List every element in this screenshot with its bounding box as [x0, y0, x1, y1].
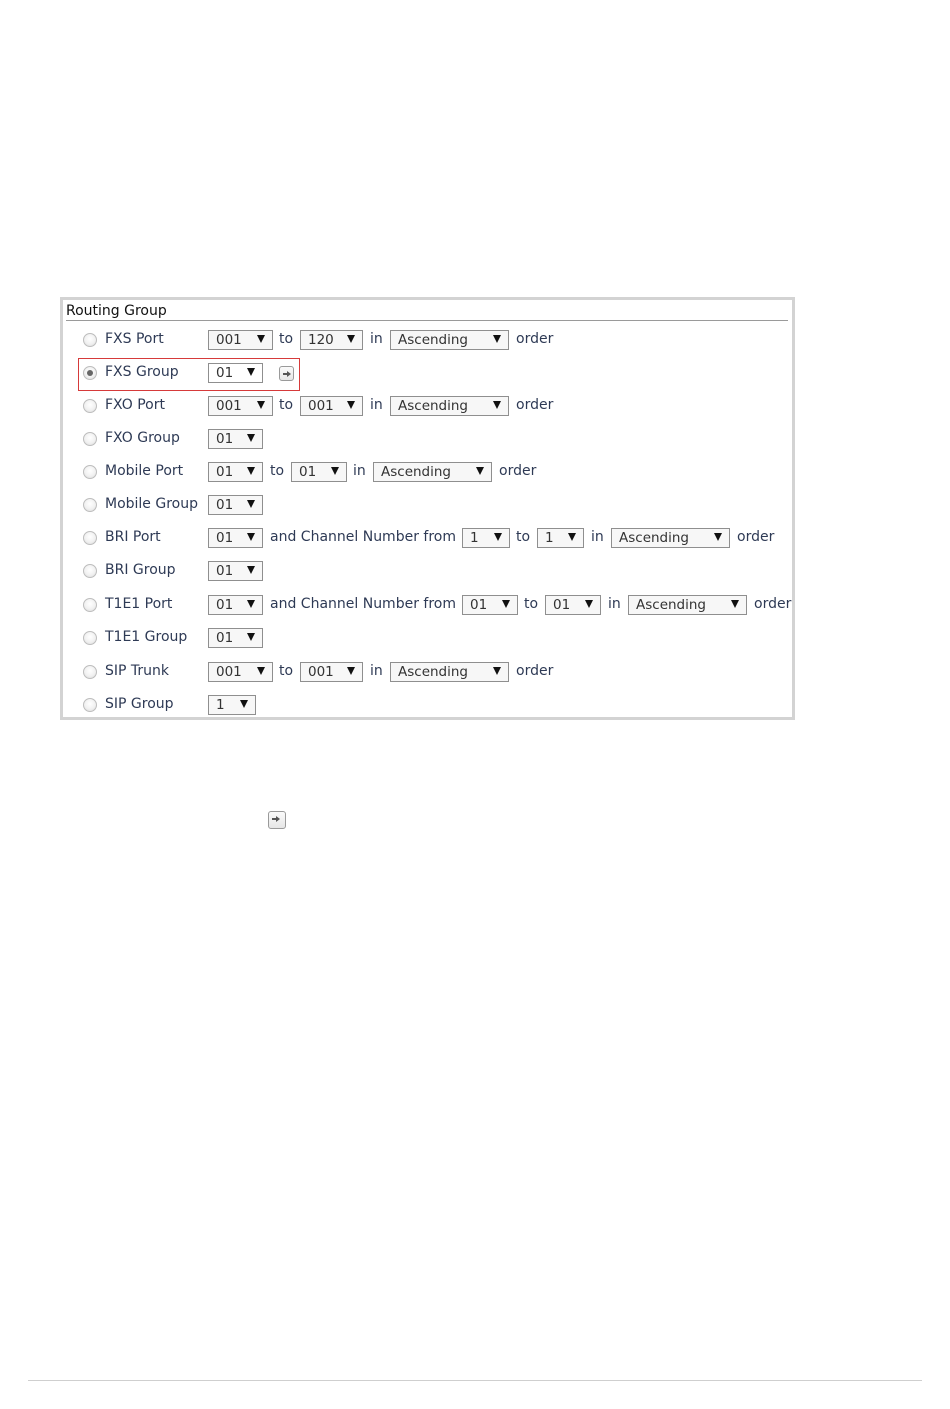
text-in: in: [591, 529, 604, 545]
select-mobile-port-to[interactable]: [291, 462, 347, 482]
radio-sip-group[interactable]: [83, 698, 97, 712]
text-to: to: [270, 463, 285, 479]
text-to: to: [524, 596, 539, 612]
label-bri-group: BRI Group: [105, 562, 176, 578]
dropdown-arrow-icon: [331, 467, 339, 475]
select-value: 01: [216, 530, 234, 546]
dropdown-arrow-icon: [347, 667, 355, 675]
select-mobile-group[interactable]: [208, 495, 263, 515]
select-value: 01: [299, 464, 317, 480]
label-mobile-port: Mobile Port: [105, 463, 184, 479]
row-sip-trunk: [63, 660, 792, 686]
panel-divider: [66, 320, 788, 321]
select-value: Ascending: [381, 464, 451, 480]
text-in: in: [370, 397, 383, 413]
text-to: to: [516, 529, 531, 545]
label-fxs-port: FXS Port: [105, 331, 164, 347]
radio-mobile-group[interactable]: [83, 498, 97, 512]
label-mobile-group: Mobile Group: [105, 496, 198, 512]
select-fxs-port-order[interactable]: [390, 330, 509, 350]
select-sip-trunk-from[interactable]: [208, 662, 273, 682]
label-sip-group: SIP Group: [105, 696, 174, 712]
row-bri-group: [63, 559, 792, 585]
text-channel-number-from: and Channel Number from: [270, 529, 456, 545]
select-fxs-port-to[interactable]: [300, 330, 363, 350]
row-mobile-port: [63, 460, 792, 486]
text-order: order: [516, 663, 554, 679]
select-mobile-port-from[interactable]: [208, 462, 263, 482]
dropdown-arrow-icon: [585, 600, 593, 608]
row-fxo-port: [63, 394, 792, 420]
select-t1e1-port-order[interactable]: [628, 595, 747, 615]
select-sip-trunk-to[interactable]: [300, 662, 363, 682]
select-bri-port[interactable]: [208, 528, 263, 548]
dropdown-arrow-icon: [731, 600, 739, 608]
select-value: 01: [216, 630, 234, 646]
panel-title: Routing Group: [66, 303, 167, 319]
dropdown-arrow-icon: [257, 335, 265, 343]
arrow-right-icon[interactable]: [279, 366, 294, 381]
select-sip-group[interactable]: [208, 695, 256, 715]
label-bri-port: BRI Port: [105, 529, 161, 545]
select-value: 001: [308, 398, 334, 414]
row-fxo-group: [63, 427, 792, 453]
select-value: Ascending: [636, 597, 706, 613]
select-value: Ascending: [619, 530, 689, 546]
select-value: Ascending: [398, 398, 468, 414]
select-value: 001: [216, 664, 242, 680]
dropdown-arrow-icon: [247, 600, 255, 608]
select-fxo-group[interactable]: [208, 429, 263, 449]
select-value: 01: [216, 563, 234, 579]
text-in: in: [370, 331, 383, 347]
select-value: 001: [308, 664, 334, 680]
row-fxs-group: [63, 361, 792, 387]
select-fxo-port-order[interactable]: [390, 396, 509, 416]
row-bri-port: [63, 526, 792, 552]
arrow-right-icon: [268, 811, 286, 829]
label-fxo-port: FXO Port: [105, 397, 165, 413]
radio-fxs-port[interactable]: [83, 333, 97, 347]
routing-group-panel: [60, 297, 795, 720]
footer-divider: [28, 1380, 922, 1381]
dropdown-arrow-icon: [494, 533, 502, 541]
text-to: to: [279, 397, 294, 413]
dropdown-arrow-icon: [247, 434, 255, 442]
select-value: Ascending: [398, 332, 468, 348]
select-value: 01: [216, 497, 234, 513]
row-t1e1-group: [63, 626, 792, 652]
dropdown-arrow-icon: [502, 600, 510, 608]
label-fxs-group: FXS Group: [105, 364, 179, 380]
select-value: 01: [553, 597, 571, 613]
radio-bri-group[interactable]: [83, 564, 97, 578]
select-value: 01: [216, 464, 234, 480]
label-fxo-group: FXO Group: [105, 430, 180, 446]
select-t1e1-channel-to[interactable]: [545, 595, 601, 615]
text-in: in: [353, 463, 366, 479]
select-bri-channel-to[interactable]: [537, 528, 584, 548]
select-fxs-port-from[interactable]: [208, 330, 273, 350]
row-sip-group: [63, 693, 792, 719]
text-order: order: [516, 397, 554, 413]
select-value: 1: [545, 530, 554, 546]
select-fxo-port-to[interactable]: [300, 396, 363, 416]
dropdown-arrow-icon: [247, 533, 255, 541]
dropdown-arrow-icon: [493, 335, 501, 343]
select-value: 120: [308, 332, 334, 348]
select-sip-trunk-order[interactable]: [390, 662, 509, 682]
dropdown-arrow-icon: [257, 401, 265, 409]
dropdown-arrow-icon: [257, 667, 265, 675]
text-to: to: [279, 331, 294, 347]
radio-bri-port[interactable]: [83, 531, 97, 545]
radio-t1e1-group[interactable]: [83, 631, 97, 645]
row-fxs-port: [63, 328, 792, 354]
text-in: in: [370, 663, 383, 679]
text-order: order: [737, 529, 775, 545]
dropdown-arrow-icon: [247, 633, 255, 641]
select-fxo-port-from[interactable]: [208, 396, 273, 416]
text-to: to: [279, 663, 294, 679]
select-t1e1-channel-from[interactable]: [462, 595, 518, 615]
select-fxs-group[interactable]: [208, 363, 263, 383]
dropdown-arrow-icon: [247, 500, 255, 508]
select-value: 1: [470, 530, 479, 546]
select-value: 1: [216, 697, 225, 713]
select-value: 01: [216, 597, 234, 613]
dropdown-arrow-icon: [240, 700, 248, 708]
radio-fxo-group[interactable]: [83, 432, 97, 446]
select-value: 01: [216, 365, 234, 381]
radio-t1e1-port[interactable]: [83, 598, 97, 612]
dropdown-arrow-icon: [493, 667, 501, 675]
label-t1e1-port: T1E1 Port: [105, 596, 173, 612]
dropdown-arrow-icon: [714, 533, 722, 541]
select-value: 001: [216, 332, 242, 348]
text-order: order: [516, 331, 554, 347]
select-bri-group[interactable]: [208, 561, 263, 581]
select-value: 01: [216, 431, 234, 447]
select-value: 01: [470, 597, 488, 613]
radio-mobile-port[interactable]: [83, 465, 97, 479]
select-value: Ascending: [398, 664, 468, 680]
select-t1e1-port[interactable]: [208, 595, 263, 615]
text-order: order: [499, 463, 537, 479]
dropdown-arrow-icon: [568, 533, 576, 541]
text-order: order: [754, 596, 792, 612]
row-t1e1-port: [63, 593, 792, 619]
dropdown-arrow-icon: [493, 401, 501, 409]
label-sip-trunk: SIP Trunk: [105, 663, 170, 679]
dropdown-arrow-icon: [247, 566, 255, 574]
select-bri-channel-from[interactable]: [462, 528, 510, 548]
text-channel-number-from: and Channel Number from: [270, 596, 456, 612]
radio-sip-trunk[interactable]: [83, 665, 97, 679]
select-mobile-port-order[interactable]: [373, 462, 492, 482]
select-t1e1-group[interactable]: [208, 628, 263, 648]
dropdown-arrow-icon: [476, 467, 484, 475]
dropdown-arrow-icon: [247, 467, 255, 475]
radio-fxo-port[interactable]: [83, 399, 97, 413]
text-in: in: [608, 596, 621, 612]
radio-fxs-group[interactable]: [83, 366, 97, 380]
row-mobile-group: [63, 493, 792, 519]
dropdown-arrow-icon: [347, 401, 355, 409]
select-bri-port-order[interactable]: [611, 528, 730, 548]
dropdown-arrow-icon: [347, 335, 355, 343]
select-value: 001: [216, 398, 242, 414]
label-t1e1-group: T1E1 Group: [105, 629, 188, 645]
dropdown-arrow-icon: [247, 368, 255, 376]
